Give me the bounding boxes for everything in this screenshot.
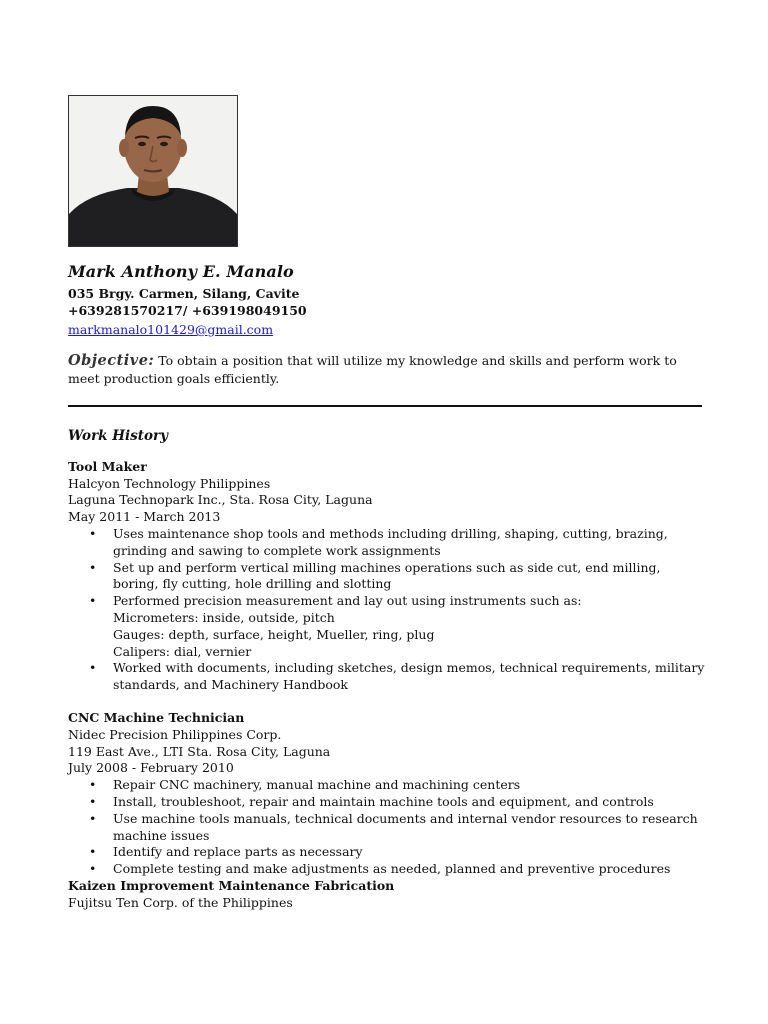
job-dates: May 2011 - March 2013 (68, 509, 221, 525)
phone-line: +639281570217/ +639198049150 (68, 303, 307, 318)
duty-item: • Set up and perform vertical milling machines operations such as side cut, end milling, boring, fly cutting, hole drilling and slotting (113, 560, 708, 594)
profile-photo (68, 95, 238, 247)
instrument-line: Micrometers: inside, outside, pitch (113, 609, 335, 625)
address-line: 035 Brgy. Carmen, Silang, Cavite (68, 286, 300, 301)
instrument-line: Calipers: dial, vernier (113, 643, 252, 659)
job-entry (68, 710, 708, 878)
company-name: Nidec Precision Philippines Corp. (68, 726, 282, 742)
work-history-section (68, 428, 708, 912)
duty-item: • Use machine tools manuals, technical documents and internal vendor resources to research machine issues (113, 811, 708, 845)
job-entry (68, 459, 708, 694)
job-dates: July 2008 - February 2010 (68, 760, 234, 776)
job-title: Kaizen Improvement Maintenance Fabrication (68, 877, 395, 893)
applicant-name: Mark Anthony E. Manalo (68, 262, 294, 281)
duty-item: • Uses maintenance shop tools and methods including drilling, shaping, cutting, brazing, grinding and sawing to complete work assignments (113, 526, 708, 560)
duty-item-instruments (113, 593, 708, 660)
duty-text: • Performed precision measurement and lay out using instruments such as: (113, 593, 582, 609)
duty-item: • Worked with documents, including sketches, design memos, technical requirements, military standards, and Machinery Handbook (113, 660, 708, 694)
duty-item: • Identify and replace parts as necessary (113, 844, 708, 861)
objective-label: Objective: (68, 352, 155, 369)
objective-section (68, 352, 688, 388)
section-title: Work History (68, 428, 168, 444)
company-name: Fujitsu Ten Corp. of the Philippines (68, 894, 293, 910)
email-link[interactable]: markmanalo101429@gmail.com (68, 322, 274, 337)
company-address: Laguna Technopark Inc., Sta. Rosa City, Laguna (68, 492, 373, 508)
objective-text: To obtain a position that will utilize my knowledge and skills and perform work to meet production goals efficiently. (68, 353, 677, 386)
resume-header (68, 262, 708, 388)
duty-item: • Complete testing and make adjustments as needed, planned and preventive procedures (113, 861, 708, 878)
company-name: Halcyon Technology Philippines (68, 475, 271, 491)
company-address: 119 East Ave., LTI Sta. Rosa City, Laguna (68, 743, 331, 759)
section-divider (68, 405, 702, 407)
duty-item: • Install, troubleshoot, repair and maintain machine tools and equipment, and controls (113, 794, 708, 811)
instrument-line: Gauges: depth, surface, height, Mueller, ring, plug (113, 626, 435, 642)
job-title: Tool Maker (68, 458, 147, 474)
duty-list (68, 777, 708, 878)
duty-list (68, 526, 708, 694)
duty-item: • Repair CNC machinery, manual machine and machining centers (113, 777, 708, 794)
job-title: CNC Machine Technician (68, 709, 245, 725)
job-entry (68, 878, 708, 912)
